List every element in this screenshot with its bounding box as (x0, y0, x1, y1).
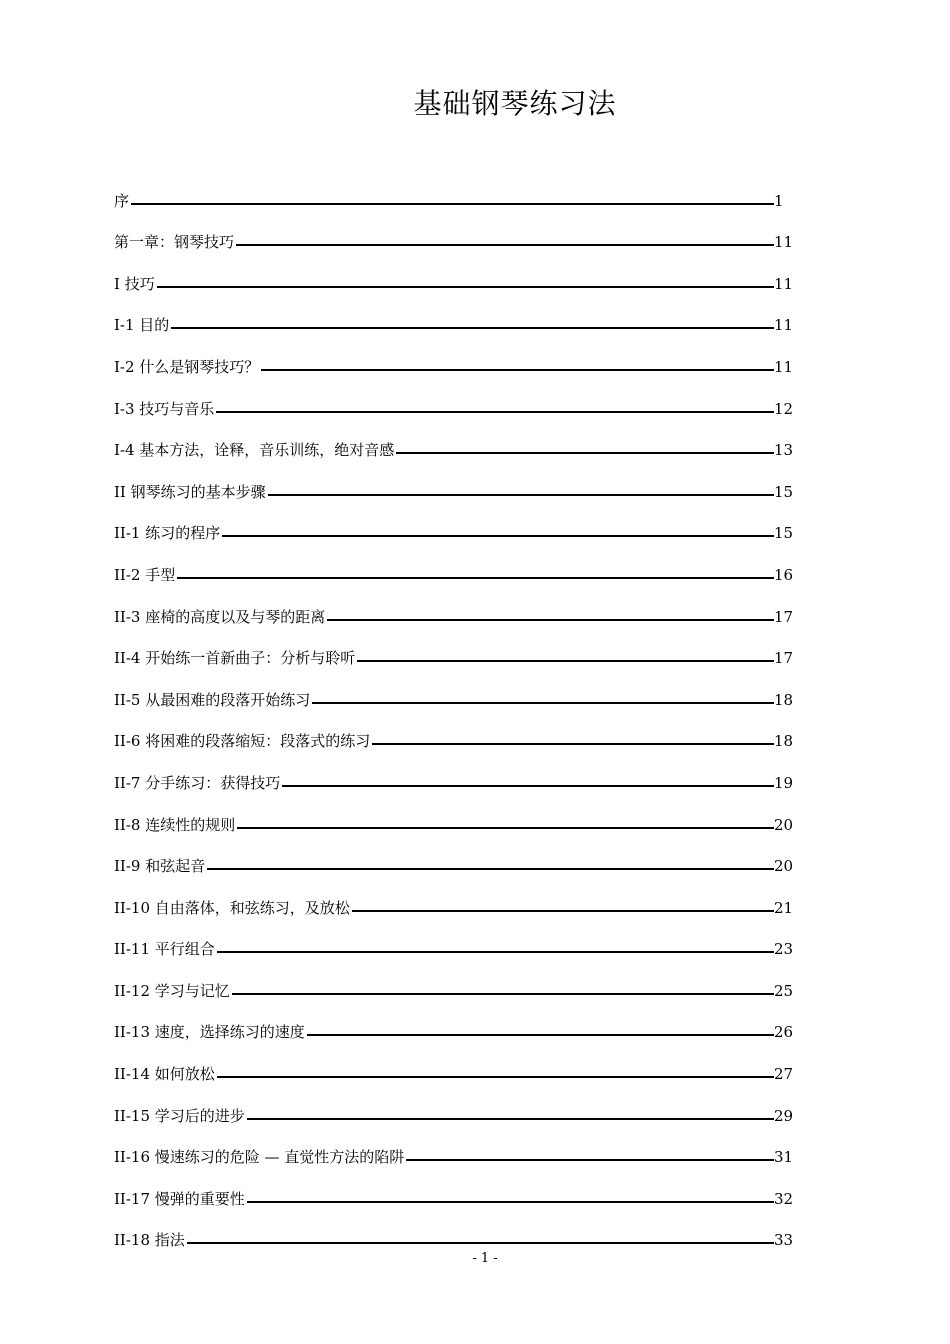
toc-leader-line (357, 660, 774, 662)
toc-entry[interactable] (114, 1043, 794, 1085)
toc-entry[interactable] (114, 253, 794, 295)
toc-leader-line (282, 785, 774, 787)
toc-entry[interactable] (114, 586, 794, 628)
toc-entry-page-number: 26 (774, 1023, 794, 1042)
toc-entry-label: II-8 连续性的规则 (114, 815, 236, 834)
toc-entry[interactable] (114, 836, 794, 878)
toc-entry[interactable] (114, 960, 794, 1002)
toc-entry-page-number: 11 (774, 274, 794, 293)
toc-entry[interactable] (114, 1127, 794, 1169)
toc-entry-label: II-12 学习与记忆 (114, 981, 230, 1000)
toc-entry-page-number: 11 (774, 233, 794, 252)
toc-entry-label: I-3 技巧与音乐 (114, 399, 215, 418)
toc-entry-label: II-9 和弦起音 (114, 857, 206, 876)
toc-entry[interactable] (114, 503, 794, 545)
toc-entry-page-number: 18 (774, 732, 794, 751)
toc-entry-label: II-6 将困难的段落缩短：段落式的练习 (114, 732, 371, 751)
toc-entry[interactable] (114, 170, 794, 212)
toc-entry-page-number: 19 (774, 773, 794, 792)
toc-entry-label: I-1 目的 (114, 316, 170, 335)
toc-entry-label: II-1 练习的程序 (114, 524, 221, 543)
toc-entry-page-number: 11 (774, 357, 794, 376)
toc-leader-line (372, 743, 774, 745)
toc-entry-label: I 技巧 (114, 274, 155, 293)
toc-entry-page-number: 31 (774, 1148, 794, 1167)
toc-leader-line (236, 244, 774, 246)
toc-leader-line (232, 993, 774, 995)
toc-leader-line (222, 535, 774, 537)
toc-entry[interactable] (114, 752, 794, 794)
toc-entry-label: 序 (114, 191, 130, 210)
toc-entry-label: II-2 手型 (114, 565, 176, 584)
toc-leader-line (352, 910, 774, 912)
toc-leader-line (187, 1242, 774, 1244)
toc-leader-line (216, 411, 774, 413)
toc-entry[interactable] (114, 378, 794, 420)
toc-leader-line (307, 1034, 774, 1036)
toc-leader-line (247, 1201, 774, 1203)
toc-entry-label: 第一章：钢琴技巧 (114, 233, 235, 252)
toc-leader-line (312, 702, 774, 704)
toc-leader-line (237, 827, 774, 829)
toc-leader-line (261, 369, 774, 371)
toc-entry-page-number: 21 (774, 898, 794, 917)
toc-entry-label: II-10 自由落体，和弦练习，及放松 (114, 898, 350, 917)
toc-entry[interactable] (114, 794, 794, 836)
toc-entry-page-number: 15 (774, 524, 794, 543)
toc-entry-page-number: 23 (774, 940, 794, 959)
table-of-contents (114, 170, 794, 1251)
page-title: 基础钢琴练习法 (413, 87, 617, 120)
toc-entry-label: II-16 慢速练习的危险 — 直觉性方法的陷阱 (114, 1148, 405, 1167)
toc-leader-line (247, 1118, 774, 1120)
toc-entry-page-number: 16 (774, 565, 794, 584)
toc-entry-label: II-11 平行组合 (114, 940, 215, 959)
toc-entry-page-number: 11 (774, 316, 794, 335)
toc-entry-label: II-18 指法 (114, 1231, 185, 1250)
toc-entry[interactable] (114, 919, 794, 961)
page-number-footer: - 1 - (472, 1251, 498, 1266)
toc-entry[interactable] (114, 628, 794, 670)
toc-entry-page-number: 25 (774, 981, 794, 1000)
toc-entry[interactable] (114, 461, 794, 503)
toc-entry-label: II-4 开始练一首新曲子：分析与聆听 (114, 649, 356, 668)
toc-entry-page-number: 13 (774, 441, 794, 460)
toc-entry-label: I-4 基本方法，诠释，音乐训练，绝对音感 (114, 441, 395, 460)
toc-entry[interactable] (114, 1002, 794, 1044)
toc-entry-label: II-17 慢弹的重要性 (114, 1189, 245, 1208)
toc-leader-line (207, 868, 774, 870)
toc-entry-page-number: 29 (774, 1106, 794, 1125)
toc-entry-label: II-5 从最困难的段落开始练习 (114, 690, 311, 709)
toc-entry[interactable] (114, 711, 794, 753)
toc-entry-page-number: 20 (774, 857, 794, 876)
toc-entry[interactable] (114, 212, 794, 254)
toc-entry[interactable] (114, 1085, 794, 1127)
toc-leader-line (131, 203, 774, 205)
toc-entry[interactable] (114, 420, 794, 462)
toc-leader-line (157, 286, 774, 288)
toc-leader-line (217, 951, 774, 953)
toc-entry[interactable] (114, 336, 794, 378)
toc-entry-page-number: 32 (774, 1189, 794, 1208)
toc-entry-page-number: 1 (774, 191, 784, 210)
toc-entry[interactable] (114, 295, 794, 337)
toc-leader-line (406, 1159, 774, 1161)
toc-entry[interactable] (114, 1210, 794, 1252)
toc-leader-line (268, 494, 774, 496)
toc-entry-label: II-14 如何放松 (114, 1065, 215, 1084)
toc-entry-page-number: 20 (774, 815, 794, 834)
toc-entry-page-number: 12 (774, 399, 794, 418)
toc-entry-label: II-3 座椅的高度以及与琴的距离 (114, 607, 326, 626)
toc-entry-page-number: 18 (774, 690, 794, 709)
toc-entry-page-number: 33 (774, 1231, 794, 1250)
toc-entry[interactable] (114, 877, 794, 919)
toc-leader-line (396, 452, 774, 454)
toc-entry-label: II-13 速度，选择练习的速度 (114, 1023, 305, 1042)
toc-entry[interactable] (114, 669, 794, 711)
toc-entry-page-number: 17 (774, 649, 794, 668)
toc-leader-line (217, 1076, 774, 1078)
toc-entry-label: II-15 学习后的进步 (114, 1106, 245, 1125)
toc-leader-line (327, 619, 774, 621)
toc-entry-label: II 钢琴练习的基本步骤 (114, 482, 266, 501)
toc-entry-label: II-7 分手练习：获得技巧 (114, 773, 281, 792)
toc-entry-page-number: 17 (774, 607, 794, 626)
toc-entry-page-number: 27 (774, 1065, 794, 1084)
toc-leader-line (177, 577, 774, 579)
toc-entry[interactable] (114, 544, 794, 586)
toc-entry-page-number: 15 (774, 482, 794, 501)
toc-entry-label: I-2 什么是钢琴技巧？ (114, 357, 260, 376)
toc-leader-line (171, 327, 774, 329)
toc-entry[interactable] (114, 1168, 794, 1210)
